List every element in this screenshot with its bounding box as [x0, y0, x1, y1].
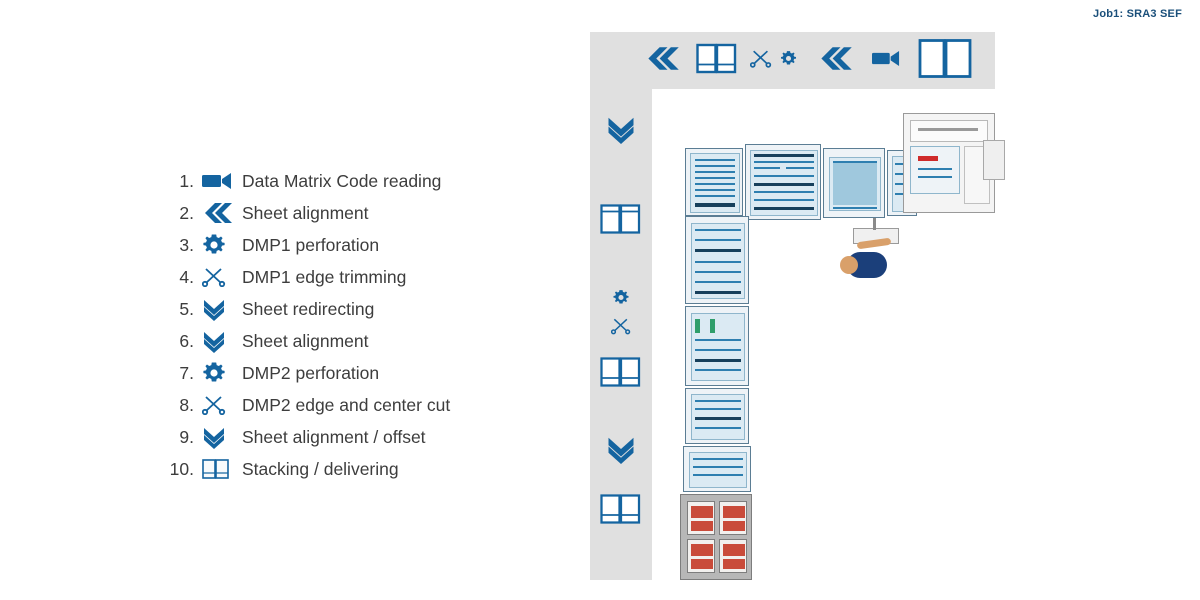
legend-item-number: 9.: [179, 426, 194, 447]
double-chevron-left-icon: [645, 47, 681, 76]
scissors-icon: [750, 49, 772, 73]
legend-item-label: Stacking / delivering: [242, 458, 399, 479]
stacker-unit: [680, 494, 752, 580]
top-process-icon-row: [640, 36, 995, 86]
stack-sheets-icon: [915, 39, 977, 84]
list-item: [160, 421, 560, 453]
gear-icon: [613, 289, 630, 311]
scissors-icon: [202, 395, 242, 415]
list-item: [160, 229, 560, 261]
camera-icon: [202, 172, 242, 190]
list-item: [160, 165, 560, 197]
list-item: [160, 261, 560, 293]
legend-item-number: 2.: [179, 202, 194, 223]
job-label: Job1: SRA3 SEF: [1093, 8, 1182, 20]
machine-module: [683, 446, 751, 492]
legend-item-label: Sheet alignment: [242, 330, 369, 351]
machine-module: [823, 148, 885, 218]
pallet: [719, 501, 747, 535]
double-chevron-down-icon: [202, 329, 242, 353]
camera-icon: [872, 50, 900, 72]
legend-item-label: Data Matrix Code reading: [242, 170, 442, 191]
pallet: [687, 501, 715, 535]
stack-sheets-icon: [202, 459, 242, 479]
legend-item-label: DMP1 edge trimming: [242, 266, 407, 287]
double-chevron-down-icon: [606, 434, 636, 469]
legend-item-label: Sheet redirecting: [242, 298, 375, 319]
double-chevron-down-icon: [202, 297, 242, 321]
legend-item-number: 3.: [179, 234, 194, 255]
pallet: [719, 539, 747, 573]
list-item: [160, 389, 560, 421]
list-item: [160, 197, 560, 229]
legend-item-label: DMP2 perforation: [242, 362, 380, 383]
process-legend: [160, 165, 560, 485]
press-body-panel: [910, 146, 960, 194]
machine-module: [745, 144, 821, 220]
legend-item-label: Sheet alignment: [242, 202, 369, 223]
legend-item-number: 4.: [179, 266, 194, 287]
line-layout-diagram: [585, 0, 1200, 600]
legend-item-number: 8.: [179, 394, 194, 415]
stack-sheets-icon: [695, 44, 739, 79]
scissors-icon: [611, 317, 631, 340]
legend-item-number: 5.: [179, 298, 194, 319]
legend-item-number: 7.: [179, 362, 194, 383]
double-chevron-left-icon: [818, 47, 854, 76]
press-top-panel: [910, 120, 988, 142]
press-output-tray: [983, 140, 1005, 180]
stack-sheets-icon: [598, 494, 644, 529]
stack-sheets-icon: [598, 357, 644, 392]
gear-icon: [202, 233, 242, 257]
stack-sheets-icon: [598, 204, 644, 239]
legend-item-number: 1.: [179, 170, 194, 191]
scissors-icon: [202, 267, 242, 287]
gear-icon: [202, 361, 242, 385]
machine-module: [685, 306, 749, 386]
left-process-icon-column: [590, 89, 652, 580]
double-chevron-left-icon: [202, 203, 242, 223]
list-item: [160, 293, 560, 325]
press-unit: [903, 113, 995, 213]
double-chevron-down-icon: [202, 425, 242, 449]
legend-item-label: DMP1 perforation: [242, 234, 380, 255]
double-chevron-down-icon: [606, 114, 636, 149]
legend-item-label: DMP2 edge and center cut: [242, 394, 451, 415]
machine-module: [685, 388, 749, 444]
list-item: [160, 325, 560, 357]
list-item: [160, 357, 560, 389]
machine-module: [685, 148, 743, 216]
legend-item-number: 6.: [179, 330, 194, 351]
machine-module: [685, 216, 749, 304]
list-item: [160, 453, 560, 485]
pallet: [687, 539, 715, 573]
gear-icon: [780, 50, 797, 72]
legend-item-number: 10.: [169, 458, 194, 479]
legend-item-label: Sheet alignment / offset: [242, 426, 426, 447]
